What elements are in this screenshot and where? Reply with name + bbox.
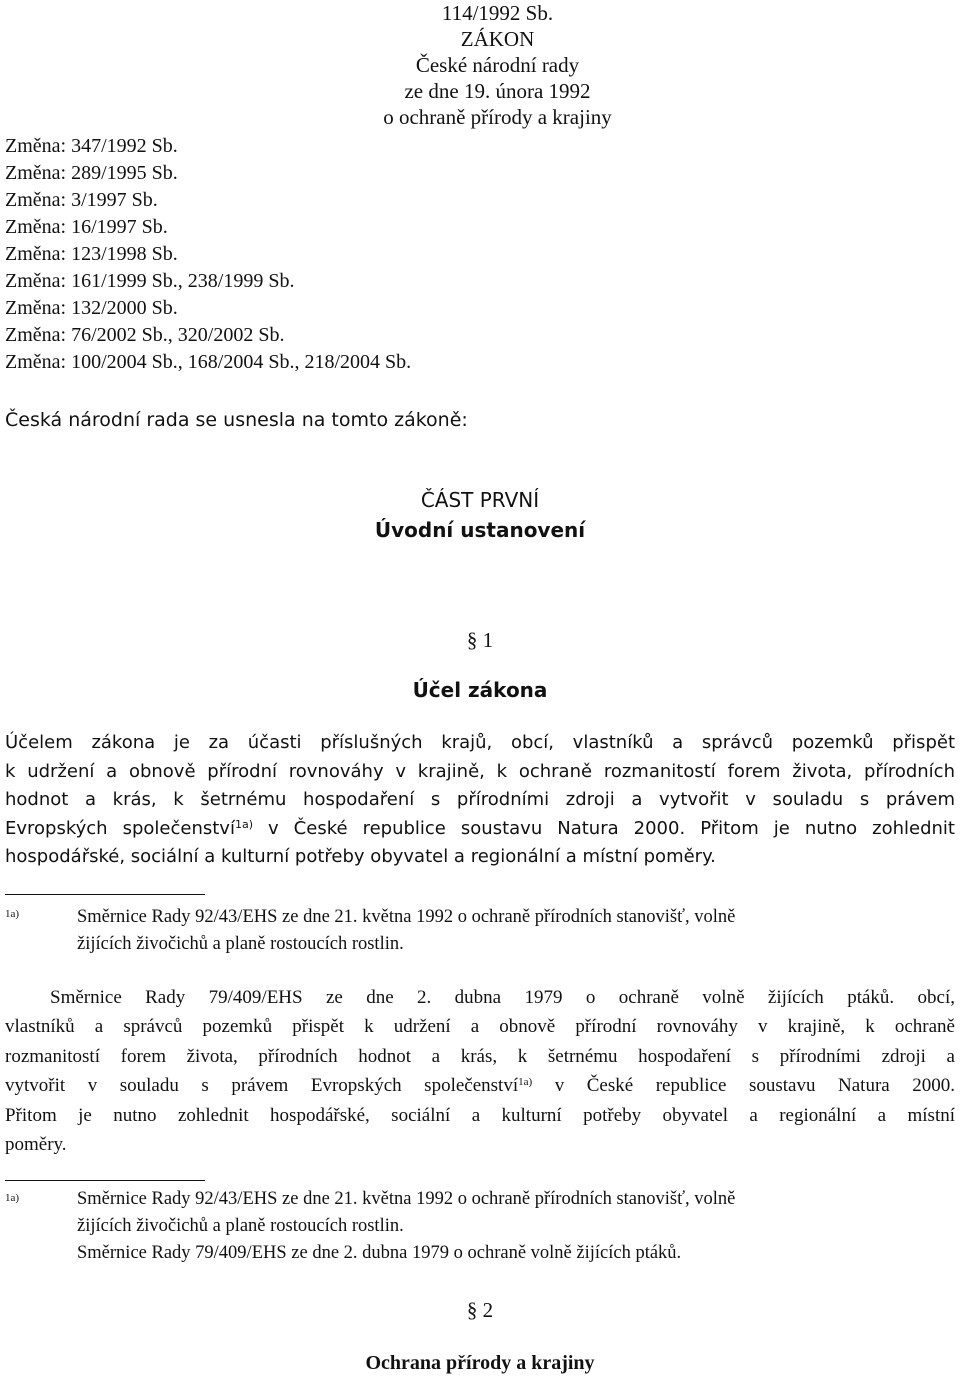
section-1-paragraph [5, 729, 955, 872]
law-date: ze dne 19. února 1992 [404, 79, 591, 103]
footnote-text [77, 904, 957, 958]
amendment-item: Změna: 76/2002 Sb., 320/2002 Sb. [5, 324, 285, 346]
footnote-text [77, 1186, 957, 1267]
law-subject: o ochraně přírody a krajiny [383, 105, 612, 129]
footnote-ref[interactable]: 1a) [234, 817, 253, 831]
footnote-line: Směrnice Rady 92/43/EHS ze dne 21. května 1992 o ochraně přírodních stanovišť, volně [77, 907, 736, 927]
part-subtitle: Úvodní ustanovení [374, 518, 586, 542]
footnote-divider [5, 894, 205, 895]
footnote-ref[interactable]: 1a) [518, 1076, 533, 1089]
text-fragment: vytvořit v souladu s právem Evropských společenství [5, 1075, 519, 1097]
amendment-item: Změna: 347/1992 Sb. [5, 135, 178, 157]
amendment-item: Změna: 132/2000 Sb. [5, 297, 178, 319]
law-issuer: České národní rady [415, 53, 580, 77]
text-fragment: v České republice soustavu Natura 2000. [554, 1075, 955, 1097]
amendment-item: Změna: 3/1997 Sb. [5, 189, 158, 211]
section-title: Účel zákona [412, 678, 548, 702]
law-type: ZÁKON [460, 27, 535, 51]
footnote-mark: 1a) [5, 1192, 20, 1204]
footnote-line: žijících živočichů a planě rostoucích rostlin. [77, 1216, 404, 1236]
text-line: Účelem zákona je za účasti příslušných krajů, obcí, vlastníků a správců pozemků přispět [5, 732, 955, 753]
amendment-item: Změna: 100/2004 Sb., 168/2004 Sb., 218/2004 Sb. [5, 351, 412, 373]
amendment-item: Změna: 289/1995 Sb. [5, 162, 178, 184]
text-line: vlastníků a správců pozemků přispět k udržení a obnově přírodní rovnováhy v krajině, k ochraně [5, 1016, 955, 1038]
text-line: hodnot a krás, k šetrnému hospodaření s přírodními zdroji a vytvořit v souladu s právem [5, 789, 955, 810]
amendment-item: Změna: 161/1999 Sb., 238/1999 Sb. [5, 270, 295, 292]
part-title: ČÁST PRVNÍ [420, 488, 540, 512]
footnote-mark: 1a) [5, 908, 20, 920]
footnote-line: žijících živočichů a planě rostoucích rostlin. [77, 934, 404, 954]
amendment-item: Změna: 123/1998 Sb. [5, 243, 178, 265]
amendment-item: Změna: 16/1997 Sb. [5, 216, 168, 238]
footnote-divider [5, 1180, 205, 1181]
text-line [5, 1071, 955, 1100]
footnote-line: Směrnice Rady 79/409/EHS ze dne 2. dubna 1979 o ochraně volně žijících ptáků. [77, 1243, 682, 1263]
footnote-line: Směrnice Rady 92/43/EHS ze dne 21. května 1992 o ochraně přírodních stanovišť, volně [77, 1189, 736, 1209]
enactment-clause: Česká národní rada se usnesla na tomto zákoně: [5, 409, 468, 431]
section-number: § 1 [466, 628, 494, 652]
text-line: rozmanitostí forem života, přírodních hodnot a krás, k šetrnému hospodaření s přírodními zdroji a [5, 1045, 955, 1067]
text-line: hospodářské, sociální a kulturní potřeby obyvatel a regionální a místní poměry. [5, 846, 716, 867]
law-number: 114/1992 Sb. [441, 1, 554, 25]
text-line: Směrnice Rady 79/409/EHS ze dne 2. dubna 1979 o ochraně volně žijících ptáků. obcí, [50, 987, 955, 1008]
section-title: Ochrana přírody a krajiny [365, 1352, 595, 1374]
text-line [5, 815, 955, 844]
text-fragment: v České republice soustavu Natura 2000. Přitom je nutno zohlednit [268, 817, 955, 839]
section-number: § 2 [466, 1298, 494, 1322]
repeated-paragraph [5, 983, 955, 1159]
text-line: poměry. [5, 1134, 67, 1156]
text-fragment: Evropských společenství [5, 817, 235, 839]
text-line: Přitom je nutno zohlednit hospodářské, sociální a kulturní potřeby obyvatel a regionální a místní [5, 1104, 955, 1126]
text-line: k udržení a obnově přírodní rovnováhy v krajině, k ochraně rozmanitostí forem života, přírodních [5, 760, 955, 782]
